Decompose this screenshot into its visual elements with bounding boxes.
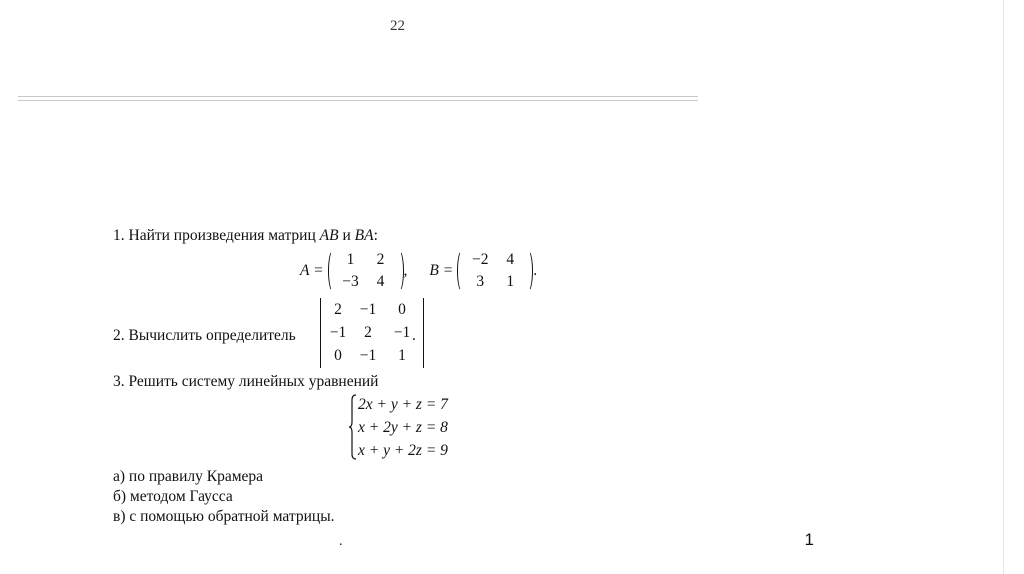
det-cell: 0 — [398, 301, 406, 318]
matrix-a-label: A = — [300, 262, 324, 279]
task-2: 2. Вычислить определитель — [113, 327, 296, 344]
task-1-ab: AB — [319, 227, 339, 244]
task-3: 3. Решить систему линейных уравнений — [113, 373, 379, 390]
matrix-a-cell: −3 — [342, 273, 359, 290]
slide-number: 1 — [804, 530, 814, 549]
matrix-a-cell: 1 — [346, 251, 355, 268]
determinant — [320, 298, 424, 368]
matrix-comma: , — [403, 262, 408, 279]
det-cell: −1 — [329, 324, 347, 341]
matrix-b-cell: 3 — [476, 273, 485, 290]
task-1-suffix: : — [373, 227, 378, 244]
task-1-ba: BA — [354, 227, 374, 244]
matrix-b — [457, 249, 533, 293]
matrices-line — [300, 248, 537, 294]
equation-1: 2x + y + z = 7 — [358, 396, 448, 413]
method-c: в) с помощью обратной матрицы. — [113, 508, 335, 525]
task-1-prefix: 1. Найти произведения матриц — [113, 227, 320, 244]
method-a: а) по правилу Крамера — [113, 468, 264, 485]
page-edge — [1003, 0, 1004, 574]
task-1-and: и — [338, 227, 355, 244]
matrix-a-cell: 4 — [376, 273, 385, 290]
method-b: б) методом Гаусса — [113, 488, 233, 505]
det-cell: 1 — [398, 347, 406, 364]
matrix-b-cell: −2 — [471, 251, 489, 268]
matrix-end: . — [533, 262, 538, 279]
divider-line — [18, 100, 698, 101]
matrix-b-cell: 4 — [506, 251, 515, 268]
page-number: 22 — [390, 18, 405, 34]
matrix-b-cell: 1 — [506, 273, 515, 290]
equation-3: x + y + 2z = 9 — [358, 442, 448, 459]
det-cell: 0 — [334, 347, 342, 364]
matrix-a — [328, 249, 404, 293]
matrix-a-cell: 2 — [376, 251, 385, 268]
det-cell: 2 — [364, 324, 372, 341]
system-brace — [349, 394, 355, 458]
determinant-end: . — [412, 327, 416, 344]
task-1 — [113, 227, 378, 245]
det-cell: −1 — [393, 324, 411, 341]
det-cell: 2 — [334, 301, 342, 318]
divider-line — [18, 96, 698, 97]
footer-dot: . — [339, 534, 343, 549]
matrix-b-label: B = — [429, 262, 454, 279]
equation-system — [358, 393, 448, 462]
equation-2: x + 2y + z = 8 — [358, 419, 448, 436]
det-cell: −1 — [359, 301, 377, 318]
det-cell: −1 — [359, 347, 377, 364]
